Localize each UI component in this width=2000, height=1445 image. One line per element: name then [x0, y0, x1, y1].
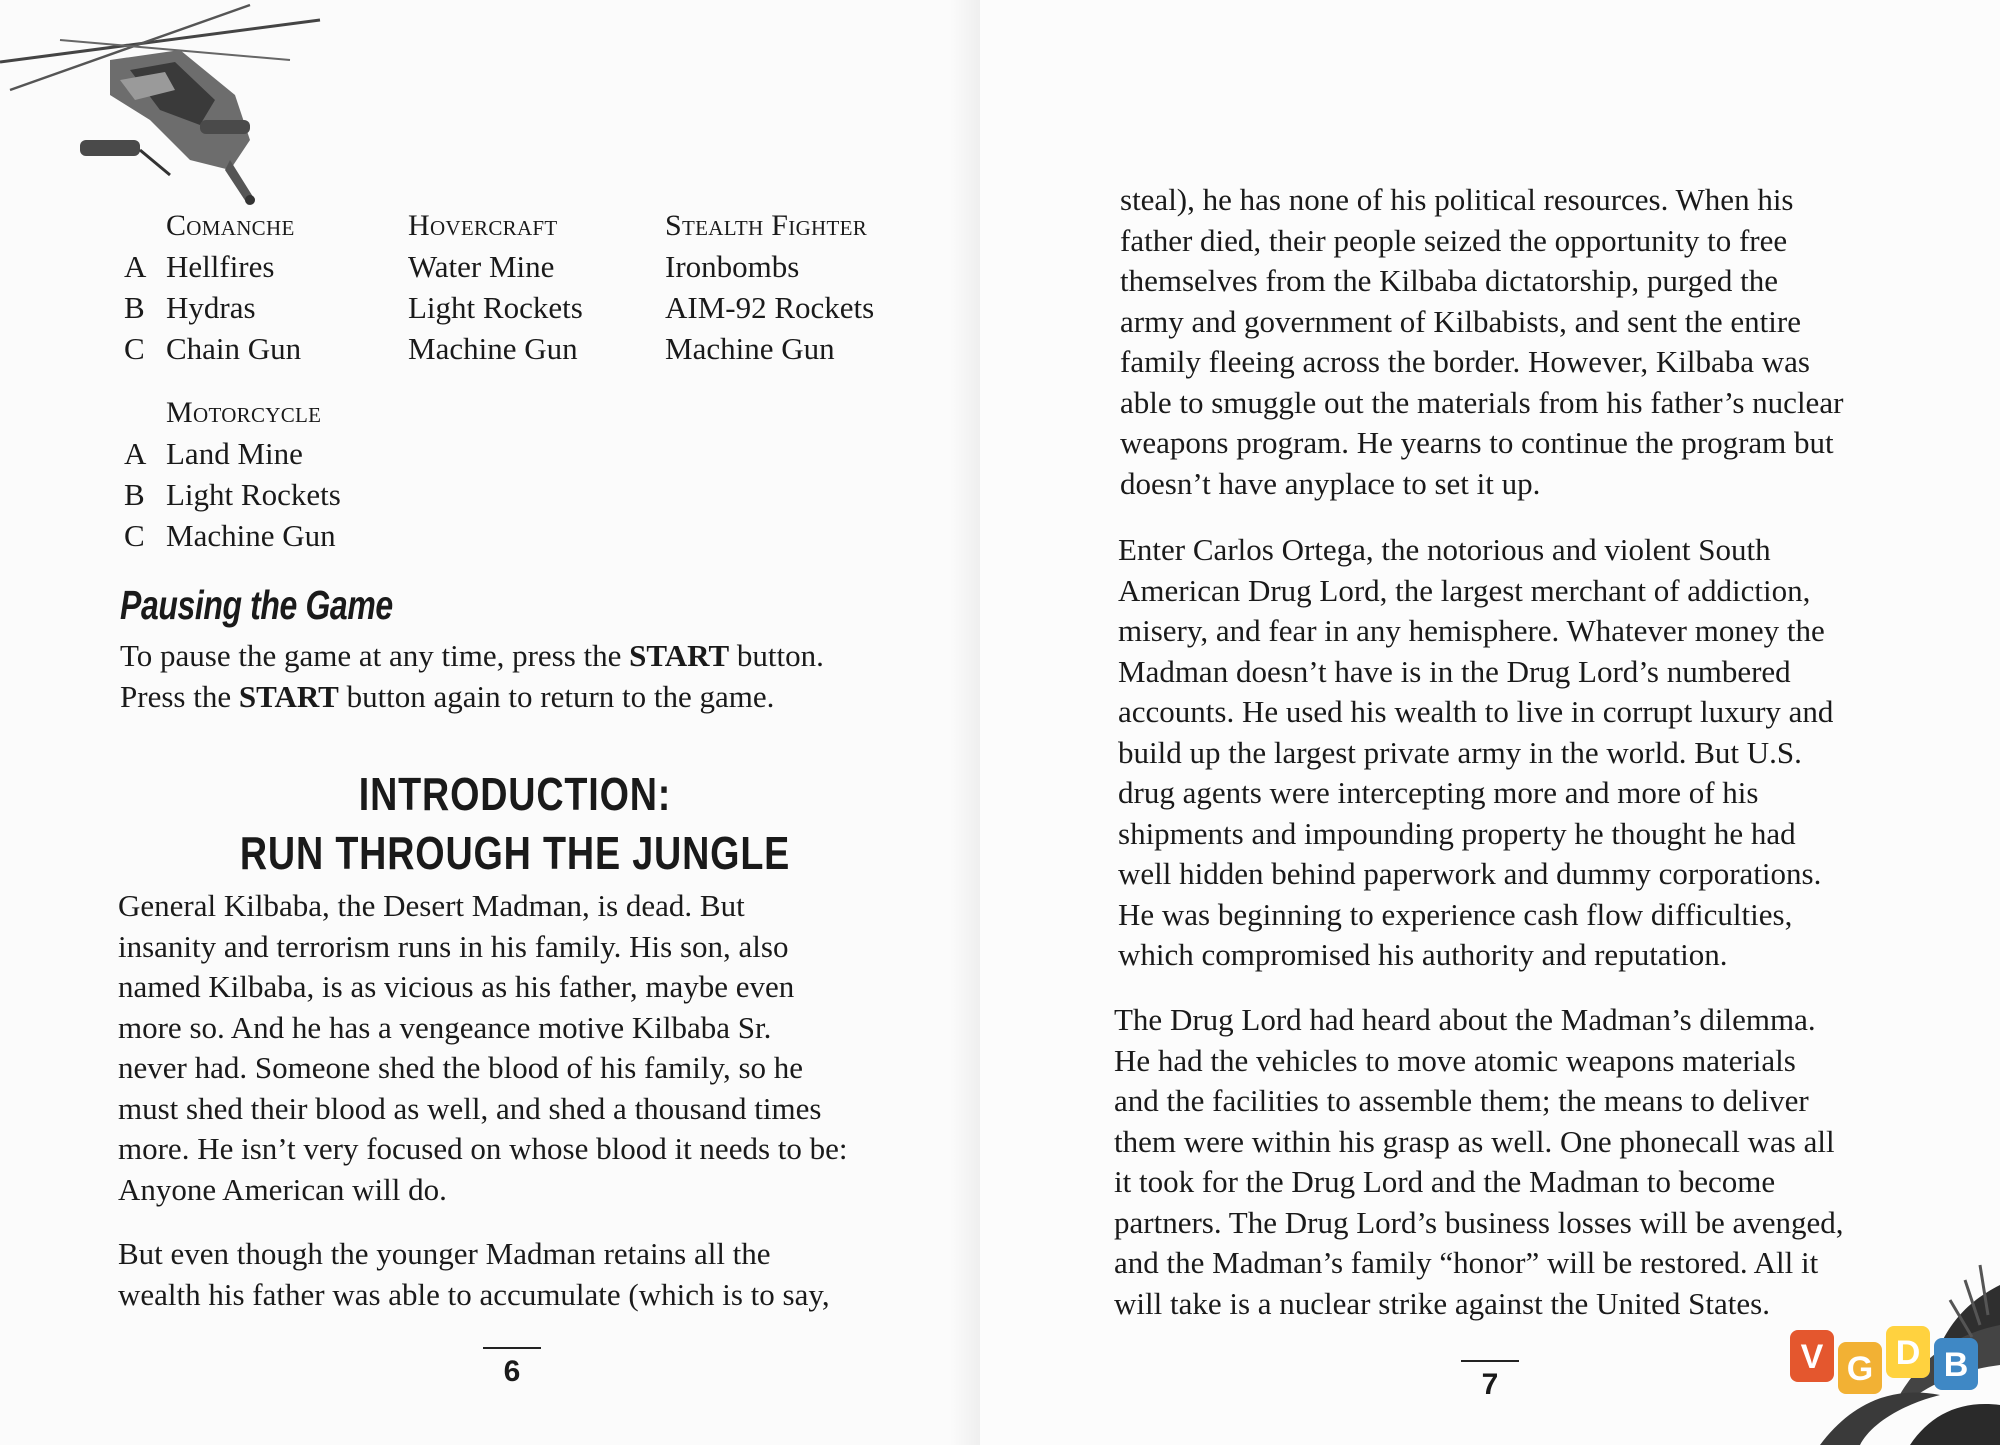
list-item: Machine Gun — [665, 331, 835, 366]
stealth-fighter-column — [665, 205, 874, 369]
comanche-column — [124, 205, 302, 369]
button-letter: B — [124, 290, 145, 325]
helicopter-illustration — [0, 0, 330, 210]
list-item — [124, 246, 301, 287]
text-line: more. He isn’t very focused on whose blood it needs to be: — [118, 1131, 848, 1166]
pausing-line-1 — [120, 636, 824, 677]
page-number-right — [1460, 1360, 1520, 1402]
intro-paragraph-1 — [118, 886, 848, 1210]
text-run: button again to return to the game. — [338, 678, 775, 714]
comanche-heading: Comanche — [166, 209, 295, 242]
weapon-name: Chain Gun — [166, 331, 302, 366]
text-line: army and government of Kilbabists, and sent the entire — [1120, 303, 1801, 339]
text-line: themselves from the Kilbaba dictatorship, purged the — [1120, 263, 1779, 298]
text-line: misery, and fear in any hemisphere. Whatever money the — [1118, 613, 1825, 648]
story-paragraph-3 — [1114, 1000, 1844, 1324]
text-line: steal), he has none of his political resources. When his — [1120, 182, 1794, 217]
list-item — [124, 287, 301, 328]
text-line: will take is a nuclear strike against the United States. — [1114, 1285, 1770, 1321]
list-item — [124, 474, 341, 515]
text-line: father died, their people seized the opportunity to free — [1120, 222, 1788, 258]
text-line: shipments and impounding property he thought he had — [1118, 815, 1796, 851]
page-number-left — [482, 1347, 542, 1389]
text-line: weapons program. He yearns to continue the program but — [1120, 425, 1834, 460]
text-line: Anyone American will do. — [118, 1171, 447, 1207]
text-line: wealth his father was able to accumulate (which is to say, — [118, 1276, 830, 1312]
text-line: He was beginning to experience cash flow difficulties, — [1118, 896, 1793, 932]
watermark-letter: D — [1895, 1334, 1921, 1372]
text-line: The Drug Lord had heard about the Madman’s dilemma. — [1114, 1002, 1816, 1037]
text-run: Press the — [120, 678, 239, 714]
text-line: and the Madman’s family “honor” will be restored. All it — [1114, 1245, 1819, 1280]
button-letter: A — [124, 436, 147, 471]
text-line: Madman doesn’t have is in the Drug Lord’s numbered — [1118, 653, 1791, 689]
text-line: and the facilities to assemble them; the means to deliver — [1114, 1083, 1809, 1118]
button-letter: C — [124, 331, 145, 366]
start-keyword: START — [629, 638, 730, 673]
story-paragraph-1 — [1120, 180, 1843, 504]
page-number-rule — [483, 1347, 541, 1349]
text-line: doesn’t have anyplace to set it up. — [1120, 465, 1541, 501]
stealth-fighter-heading: Stealth Fighter — [665, 209, 868, 242]
list-item — [124, 433, 341, 474]
introduction-heading — [120, 765, 910, 883]
list-item: Water Mine — [408, 249, 555, 284]
pausing-paragraph — [120, 636, 824, 717]
text-line: more so. And he has a vengeance motive Kilbaba Sr. — [118, 1009, 772, 1045]
list-item: AIM-92 Rockets — [665, 290, 875, 325]
text-line: Enter Carlos Ortega, the notorious and violent South — [1118, 532, 1771, 567]
intro-heading-line-2: RUN THROUGH THE JUNGLE — [239, 827, 791, 879]
text-line: General Kilbaba, the Desert Madman, is dead. But — [118, 888, 745, 923]
text-line: well hidden behind paperwork and dummy corporations. — [1118, 856, 1822, 891]
left-page — [0, 0, 980, 1445]
weapon-name: Light Rockets — [166, 477, 341, 512]
page-number: 7 — [1481, 1368, 1499, 1401]
hovercraft-heading: Hovercraft — [408, 209, 558, 242]
page-number-rule — [1461, 1360, 1519, 1362]
text-line: American Drug Lord, the largest merchant of addiction, — [1118, 572, 1811, 608]
motorcycle-heading: Motorcycle — [166, 396, 322, 429]
text-line: them were within his grasp as well. One phonecall was all — [1114, 1123, 1835, 1159]
button-letter: C — [124, 518, 145, 553]
text-line: able to smuggle out the materials from his father’s nuclear — [1120, 384, 1844, 420]
pausing-title: Pausing the Game — [120, 582, 393, 628]
story-paragraph-2 — [1118, 530, 1833, 976]
weapon-name: Machine Gun — [166, 518, 336, 553]
watermark-letter: V — [1800, 1338, 1824, 1376]
hovercraft-column — [408, 205, 583, 369]
vgdb-watermark — [1790, 1320, 1990, 1400]
text-line: drug agents were intercepting more and more of his — [1118, 775, 1759, 810]
text-run: button. — [729, 638, 824, 673]
pausing-line-2 — [120, 677, 824, 718]
intro-heading-line-1: INTRODUCTION: — [358, 768, 672, 820]
text-line: build up the largest private army in the world. But U.S. — [1118, 734, 1802, 770]
button-letter: B — [124, 477, 145, 512]
list-item — [124, 328, 302, 369]
text-line: partners. The Drug Lord’s business losses will be avenged, — [1114, 1204, 1844, 1240]
text-line: must shed their blood as well, and shed a thousand times — [118, 1090, 822, 1126]
text-line: insanity and terrorism runs in his family. His son, also — [118, 928, 789, 964]
text-line: family fleeing across the border. However, Kilbaba was — [1120, 344, 1810, 379]
text-line: it took for the Drug Lord and the Madman to become — [1114, 1164, 1776, 1199]
right-page — [980, 0, 2000, 1445]
start-keyword: START — [238, 678, 339, 714]
watermark-letter: G — [1846, 1350, 1874, 1388]
motorcycle-column — [124, 392, 341, 556]
text-line: which compromised his authority and reputation. — [1118, 937, 1728, 972]
list-item: Light Rockets — [408, 290, 583, 325]
list-item: Machine Gun — [408, 331, 578, 366]
list-item — [124, 515, 341, 556]
weapon-name: Hydras — [166, 290, 256, 325]
list-item: Ironbombs — [665, 249, 800, 284]
text-line: He had the vehicles to move atomic weapons materials — [1114, 1042, 1796, 1078]
weapon-name: Hellfires — [166, 249, 275, 284]
watermark-letter: B — [1943, 1346, 1969, 1384]
text-line: never had. Someone shed the blood of his family, so he — [118, 1050, 804, 1085]
intro-paragraph-2 — [118, 1234, 830, 1315]
text-line: named Kilbaba, is as vicious as his father, maybe even — [118, 969, 795, 1004]
text-line: But even though the younger Madman retains all the — [118, 1236, 771, 1271]
button-letter: A — [124, 249, 147, 284]
text-run: To pause the game at any time, press the — [120, 638, 630, 673]
page-number: 6 — [503, 1355, 521, 1388]
text-line: accounts. He used his wealth to live in corrupt luxury and — [1118, 694, 1834, 729]
weapon-name: Land Mine — [166, 436, 303, 471]
